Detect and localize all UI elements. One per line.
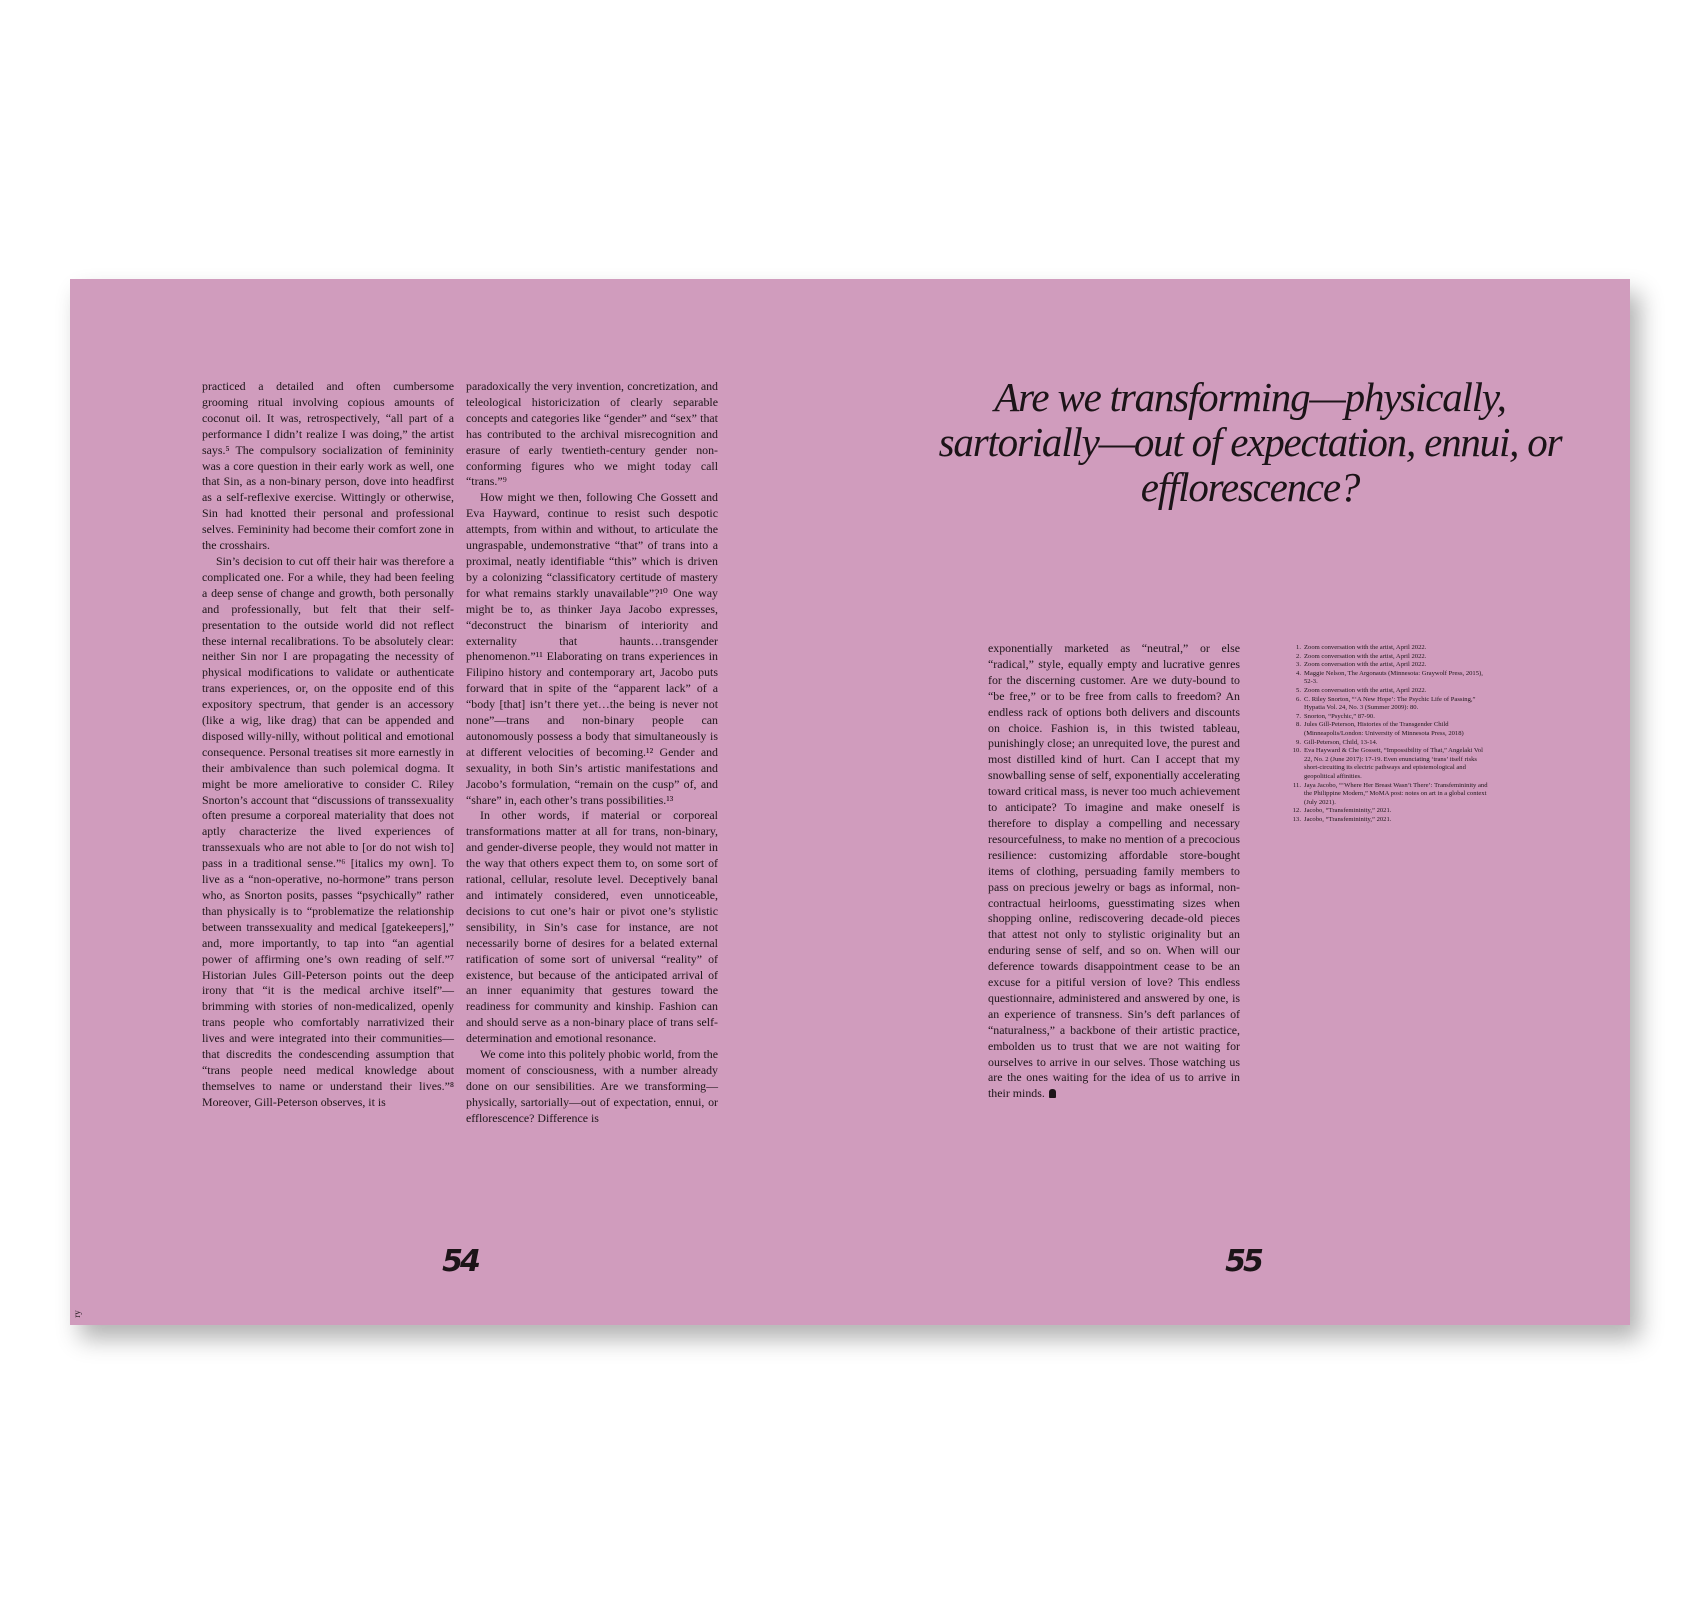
footnote-text: Gill-Peterson, Child, 13-14. <box>1304 738 1378 746</box>
footnote-text: Maggie Nelson, The Argonauts (Minnesota: Graywolf Press, 2015), 52-3. <box>1304 669 1483 686</box>
footnote-text: Jules Gill-Peterson, Histories of the Transgender Child (Minneapolis/London: University of Minnesota Press, 2018) <box>1304 721 1464 737</box>
footnote-text: Snorton, “Psychic,” 87-90. <box>1304 712 1375 720</box>
footnote-item <box>1290 653 1490 662</box>
end-mark-icon <box>1049 1089 1056 1098</box>
footnote-number: 4. <box>1296 669 1301 677</box>
footnote-number: 9. <box>1296 738 1301 746</box>
paragraph: Sin’s decision to cut off their hair was therefore a complicated one. For a while, they had been feeling a deep sense of change and growth, both personally and professionally, but felt that their self-presentation to the outside world did not reflect these internal recalibrations. To be absolutely clear: neither Sin nor I are propagating the necessity of physical modifications to validate or authenticate trans experiences, or, on the opposite end of this expository spectrum, that gender is an accessory (like a wig, like drag) that can be appended and disposed willy-nilly, without political and emotional consequence. Personal treatises sit more earnestly in their ambivalence than such polemical dogma. It might be more ameliorative to consider C. Riley Snorton’s account that “discussions of transsexuality often presume a corporeal materiality that does not aptly characterize the lived experiences of transsexuals who are not able to [or do not wish to] pass in a traditional sense.”⁶ [italics my own]. To live as a “non-operative, no-hormone” trans person who, as Snorton posits, passes “psychically” rather than physically is to “problematize the relationship between transsexuality and medical [gatekeepers],” and, more importantly, to tap into “an agential power of affirming one’s own reading of self.”⁷ Historian Jules Gill-Peterson points out the deep irony that “it is the medical archive itself”—brimming with stories of non-medicalized, openly trans people who comfortably narrativized their lives and were integrated into their communities—that discredits the condescending assumption that “trans people need medical knowledge about themselves to name or understand their lives.”⁸ Moreover, Gill-Peterson observes, it is <box>202 553 454 1109</box>
footnote-text: Zoom conversation with the artist, April 2022. <box>1304 652 1427 660</box>
footnote-item <box>1290 687 1490 696</box>
paragraph: practiced a detailed and often cumbersome grooming ritual involving copious amounts of coconut oil. It was, retrospectively, “all part of a performance I didn’t realize I was doing,” the artist says.⁵ The compulsory socialization of femininity was a core question in their early work as well, one that Sin, as a non-binary person, dove into headfirst as a self-reflexive exercise. Wittingly or otherwise, Sin had knotted their personal and professional selves. Femininity had become their comfort zone in the crosshairs. <box>202 379 454 553</box>
footnote-text: Zoom conversation with the artist, April 2022. <box>1304 686 1427 694</box>
footnote-number: 2. <box>1296 652 1301 660</box>
footnote-item <box>1290 816 1490 825</box>
paragraph-text: exponentially marketed as “neutral,” or else “radical,” style, equally empty and lucrative genres for the discerning customer. Are we duty-bound to “be free,” or to be free from calls to freedom? An endless rack of options both delivers and discounts on choice. Fashion is, in this twisted tableau, punishingly close; an unrequited love, the purest and most distilled kind of hurt. Can I accept that my snowballing sense of self, exponentially accelerating toward critical mass, is never too much achievement to anticipate? To imagine and make oneself is therefore to display a compelling and necessary resourcefulness, to make no mention of a precocious resilience: customizing affordable store-bought items of clothing, persuading family members to pass on precious jewelry or bags as informal, non-contractual heirlooms, guesstimating sizes when shopping online, rediscovering decade-old pieces that attest not only to stylistic originality but an enduring sense of self, and so on. When will our deference towards disappointment cease to be an excuse for a pitiful version of love? This endless questionnaire, administered and answered by one, is an experience of transness. Sin’s deft parlances of “naturalness,” a backbone of their artistic practice, embolden us to trust that we are not waiting for ourselves to arrive in our selves. Those watching us are the ones waiting for the idea of us to arrive in their minds. <box>988 641 1240 1101</box>
footnote-item <box>1290 807 1490 816</box>
footnote-item <box>1290 670 1490 687</box>
footnote-item <box>1290 644 1490 653</box>
footnote-number: 8. <box>1296 721 1301 729</box>
footnotes-list <box>1290 644 1490 824</box>
left-column-1 <box>202 379 454 1111</box>
left-column-2 <box>466 379 718 1127</box>
right-column-1 <box>988 641 1240 1102</box>
paragraph: paradoxically the very invention, concretization, and teleological historicization of clearly separable concepts and categories like “gender” and “sex” that has contributed to the archival misrecognition and erasure of early twentieth-century gender non-conforming figures who we might today call “trans.”⁹ <box>466 379 718 489</box>
footnote-text: Jaya Jacobo, “‘Where Her Breast Wasn’t There’: Transfemininity and the Philippine Modern,” MoMA post: notes on art in a global context (July 2021). <box>1304 781 1488 806</box>
footnote-item <box>1290 782 1490 808</box>
paragraph <box>988 641 1240 1102</box>
footnote-item <box>1290 696 1490 713</box>
footnote-text: Jacobo, “Transfemininity,” 2021. <box>1304 815 1392 823</box>
footnote-number: 6. <box>1296 695 1301 703</box>
footnote-number: 3. <box>1296 661 1301 669</box>
paragraph: We come into this politely phobic world, from the moment of consciousness, with a number already done on our sensibilities. Are we transforming—physically, sartorially—out of expectation, ennui, or efflorescence? Difference is <box>466 1047 718 1125</box>
footnote-number: 1. <box>1296 644 1301 651</box>
footnote-text: Zoom conversation with the artist, April 2022. <box>1304 644 1427 651</box>
footnote-text: C. Riley Snorton, “‘A New Hope’: The Psychic Life of Passing,” Hypatia Vol. 24, No. 3 (Summer 2009): 80. <box>1304 695 1476 712</box>
edge-text: ry <box>71 1310 82 1318</box>
footnote-text: Eva Hayward & Che Gossett, “Impossibility of That,” Angelaki Vol 22, No. 2 (June 2017): 17-19. Even enunciating ‘trans’ itself risks short-circuiting its electric pathways and epistemological and geopolitical affinities. <box>1304 747 1483 780</box>
footnote-number: 12. <box>1292 807 1301 815</box>
footnote-text: Jacobo, “Transfemininity,” 2021. <box>1304 807 1392 815</box>
footnote-item <box>1290 713 1490 722</box>
paragraph: In other words, if material or corporeal transformations matter at all for trans, non-binary, and gender-diverse people, they would not matter in the way that others expect them to, on some sort of rational, cellular, resolute level. Deceptively banal and intimately considered, even unnoticeable, decisions to cut one’s hair or pivot one’s stylistic sensibility, in Sin’s case for instance, are not necessarily borne of desires for a belated external ratification of some sort of universal “reality” of existence, but because of the anticipated arrival of an inner equanimity that gestures toward the readiness for community and kinship. Fashion can and should serve as a non-binary place of trans self-determination and emotional resonance. <box>466 808 718 1046</box>
footnote-item <box>1290 721 1490 738</box>
page-number-right: 55 <box>1225 1244 1261 1279</box>
footnote-number: 7. <box>1296 712 1301 720</box>
paragraph: How might we then, following Che Gossett and Eva Hayward, continue to resist such despotic attempts, from within and without, to articulate the ungraspable, undemonstrative “that” of trans into a proximal, neatly identifiable “this” which is driven by a colonizing “classificatory certitude of mastery for what remains starkly unavailable”?¹⁰ One way might be to, as thinker Jaya Jacobo expresses, “deconstruct the binarism of interiority and externality that haunts…transgender phenomenon.”¹¹ Elaborating on trans experiences in Filipino history and contemporary art, Jacobo puts forward that in spite of the “apparent lack” of a “body [that] isn’t there yet…the being is never not none”—trans and non-binary people can autonomously possess a body that simultaneously is at different velocities of becoming.¹² Gender and sexuality, in both Sin’s artistic manifestations and Jacobo’s formulation, “remain on the cusp” of, and “share” in, each other’s trans possibilities.¹³ <box>466 490 718 807</box>
pull-quote: Are we transforming—physically, sartorially—out of expectation, ennui, or efflorescence? <box>938 374 1562 510</box>
footnote-number: 13. <box>1292 815 1301 823</box>
footnote-number: 10. <box>1292 747 1301 755</box>
footnote-number: 11. <box>1293 781 1301 789</box>
magazine-spread <box>70 279 1630 1325</box>
footnote-item <box>1290 747 1490 781</box>
footnote-item <box>1290 739 1490 748</box>
footnote-item <box>1290 661 1490 670</box>
footnote-number: 5. <box>1296 686 1301 694</box>
page-number-left: 54 <box>442 1244 478 1279</box>
footnote-text: Zoom conversation with the artist, April 2022. <box>1304 661 1427 669</box>
